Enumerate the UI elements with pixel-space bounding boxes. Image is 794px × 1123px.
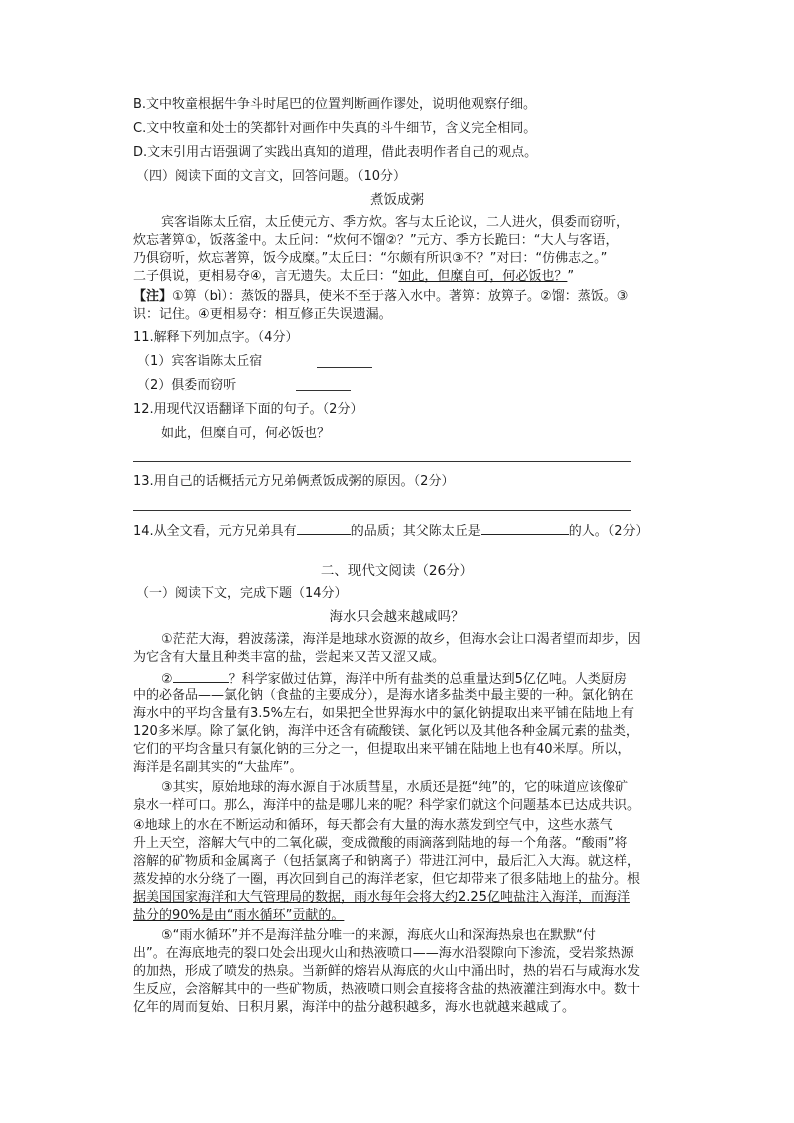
- para2-line-5: 它们的平均含量只有氯化钠的三分之一，但提取出来平铺在陆地上也有40米厚。所以，: [133, 742, 631, 757]
- q12-sentence: 如此，但糜自可，何必饭也？: [161, 426, 331, 441]
- article-title: 海水只会越来越咸吗？: [329, 609, 465, 625]
- para4-line-1: ④地球上的水在不断运动和循环，每天都会有大量的海水蒸发到空气中，这些水蒸气: [133, 818, 613, 833]
- para4-line-6: 盐分的90%是由“雨水循环”贡献的。: [133, 908, 345, 923]
- option-c: C.文中牧童和处士的笑都针对画作中失真的斗牛细节，含义完全相同。: [133, 121, 537, 136]
- q13-stem: 13.用自己的话概括元方兄弟俩煮饭成粥的原因。（2分）: [133, 474, 455, 489]
- para5-line-2: 出”。在海底地壳的裂口处会出现火山和热液喷口——海水沿裂隙向下渗流，受岩浆热源: [133, 946, 634, 961]
- classical-text-line-4: 二子俱说，更相易夺④，言无遗失。太丘曰：“如此，但糜自可，何必饭也？”: [133, 269, 575, 284]
- q14-blank-2[interactable]: [481, 521, 569, 535]
- section2-subheading: （一）阅读下文，完成下题（14分）: [136, 586, 348, 601]
- classical-text-line-1: 宾客诣陈太丘宿，太丘使元方、季方炊。客与太丘论议，二人进火，俱委而窃听，: [161, 215, 630, 230]
- section4-heading: （四）阅读下面的文言文，回答问题。（10分）: [136, 169, 407, 184]
- q11-answer-line-2[interactable]: [296, 390, 351, 391]
- q12-answer-line[interactable]: [133, 461, 631, 462]
- para2-blank[interactable]: [173, 669, 229, 683]
- q13-answer-line[interactable]: [133, 510, 631, 511]
- para4-line-2: 升上天空，溶解大气中的二氧化碳，变成微酸的雨滴落到陆地的每一个角落。“酸雨”将: [133, 836, 628, 851]
- q12-stem: 12.用现代汉语翻译下面的句子。（2分）: [133, 402, 364, 417]
- q11-stem: 11.解释下列加点字。（4分）: [133, 330, 299, 345]
- para5-line-5: 亿年的周而复始、日积月累，海洋中的盐分越积越多，海水也就越来越咸了。: [133, 1000, 576, 1015]
- para2-line-4: 120多米厚。除了氯化钠，海洋中还含有硫酸镁、氯化钙以及其他各种金属元素的盐类，: [133, 724, 639, 739]
- q14-blank-1[interactable]: [297, 521, 351, 535]
- para1-line-1: ①茫茫大海，碧波荡漾，海洋是地球水资源的故乡，但海水会让口渴者望而却步，因: [161, 632, 641, 647]
- para2-line-2: 中的必备品——氯化钠（食盐的主要成分），是海水诸多盐类中最主要的一种。氯化钠在: [133, 688, 634, 703]
- q11-answer-line-1[interactable]: [317, 367, 372, 368]
- para2-line-6: 海洋是名副其实的“大盐库”。: [133, 760, 303, 775]
- q14-question: 14.从全文看，元方兄弟具有 的品质；其父陈太丘是 的人。（2分）: [133, 521, 648, 541]
- para5-line-3: 的加热，形成了喷发的热泉。当新鲜的熔岩从海底的火山中涌出时，热的岩石与咸海水发: [133, 964, 641, 979]
- para5-line-1: ⑤“雨水循环”并不是海洋盐分唯一的来源，海底火山和深海热泉也在默默“付: [161, 928, 596, 943]
- classical-text-line-2: 炊忘著箅①，饭落釜中。太丘问：“炊何不馏②？”元方、季方长跪曰：“大人与客语，: [133, 233, 619, 248]
- para2-line-3: 海水中的平均含量有3.5%左右，如果把全世界海水中的氯化钠提取出来平铺在陆地上有: [133, 706, 635, 721]
- para3-line-1: ③其实，原始地球的海水源自于冰质彗星，水质还是挺“纯”的，它的味道应该像矿: [161, 780, 629, 795]
- para1-line-2: 为它含有大量且种类丰富的盐，尝起来又苦又涩又咸。: [133, 650, 446, 665]
- para4-line-4: 蒸发掉的水分绕了一圈，再次回到自己的海洋老家，但它却带来了很多陆地上的盐分。根: [133, 872, 641, 887]
- note-label: 【注】: [133, 289, 173, 304]
- q11-item-1: （1）宾客诣陈太丘宿: [137, 354, 263, 369]
- note-line-1: 【注】①箅（bì）：蒸饭的器具，使米不至于落入水中。著箅：放箅子。②馏：蒸饭。③: [133, 289, 629, 304]
- note-line-2: 识：记住。④更相易夺：相互修正失误遗漏。: [133, 307, 392, 322]
- option-d: D.文末引用古语强调了实践出真知的道理，借此表明作者自己的观点。: [133, 145, 538, 160]
- para2-line-1: ② ？科学家做过估算，海洋中所有盐类的总重量达到5亿亿吨。人类厨房: [161, 669, 627, 689]
- para4-line-3: 溶解的矿物质和金属离子（包括氯离子和钠离子）带进江河中，最后汇入大海。就这样，: [133, 854, 641, 869]
- para5-line-4: 生反应，会溶解其中的一些矿物质，热液喷口则会直接将含盐的热液灌注到海水中。数十: [133, 982, 641, 997]
- para3-line-2: 泉水一样可口。那么，海洋中的盐是哪儿来的呢？科学家们就这个问题基本已达成共识。: [133, 798, 641, 813]
- section4-title: 煮饭成粥: [370, 192, 424, 208]
- section2-heading: 二、现代文阅读（26分）: [320, 563, 474, 579]
- para4-line-5: 据美国国家海洋和大气管理局的数据，雨水每年会将大约2.25亿吨盐注入海洋，而海洋: [133, 890, 630, 905]
- option-b: B.文中牧童根据牛争斗时尾巴的位置判断画作谬处，说明他观察仔细。: [133, 97, 537, 112]
- q11-item-2: （2）俱委而窃听: [137, 378, 237, 393]
- underlined-sentence: 如此，但糜自可，何必饭也？: [398, 269, 568, 284]
- classical-text-line-3: 乃俱窃听，炊忘著箅，饭今成糜。”太丘曰：“尔颇有所识③不？”对曰：“仿佛志之。”: [133, 251, 608, 266]
